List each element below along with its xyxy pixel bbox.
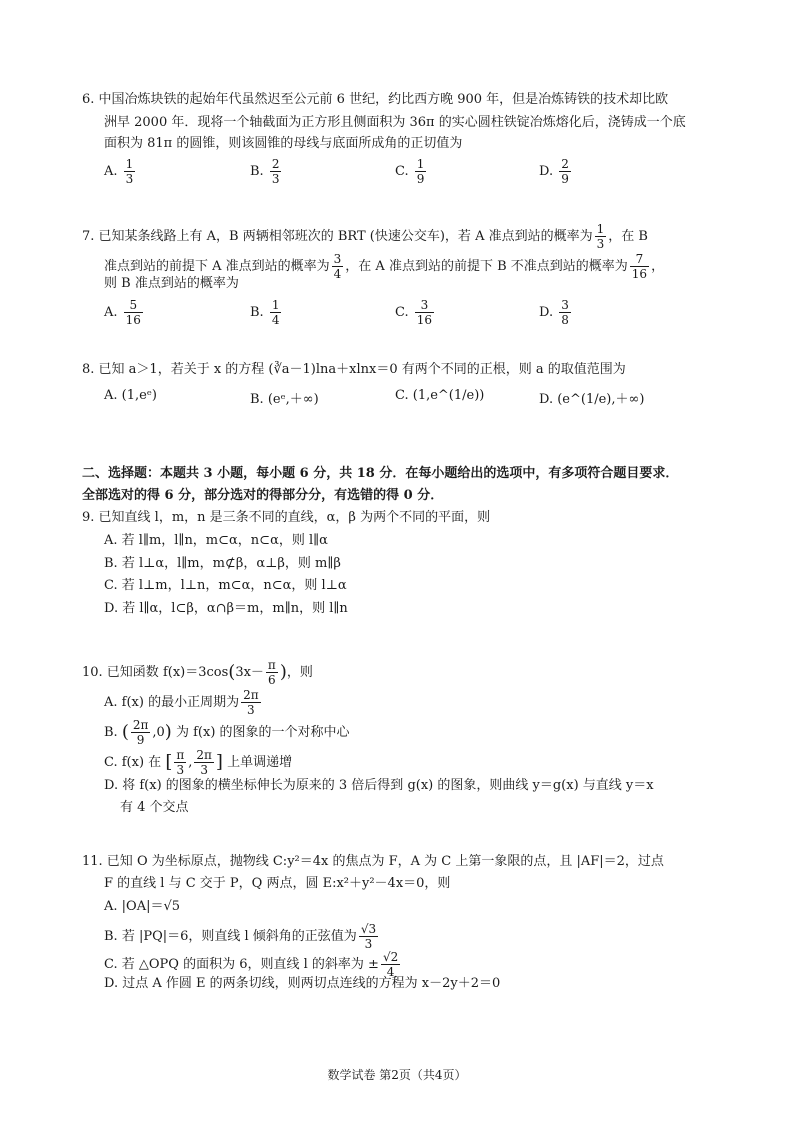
q8-option-b: B. (eᵉ,＋∞) [250,392,319,407]
q9-option-b: B. 若 l⊥α，l∥m，m⊄β，α⊥β，则 m∥β [104,556,341,571]
q8-option-c: C. (1,e^(1/e)) [395,388,485,403]
q6-option-c: C. $\frac{1}{9}$ [395,157,425,186]
q7-option-c: C. $\frac{3}{16}$ [395,298,433,327]
page-footer: 数学试卷 第2页（共4页） [327,1068,467,1082]
q9-option-a: A. 若 l∥m，l∥n，m⊂α，n⊂α，则 l∥α [104,533,328,548]
q7-option-b: B. $\frac{1}{4}$ [250,298,280,327]
q10-option-a: A. f(x) 的最小正周期为 $\frac{2\pi}{3}$ [104,688,259,717]
section-2-line2: 全部选对的得 6 分，部分选对的得部分分，有选错的得 0 分． [82,488,444,503]
q7-option-d: D. $\frac{3}{8}$ [539,298,569,327]
q10-option-b: B. ( $\frac{2\pi}{9}$ ,0) 为 f(x) 的图象的一个对称中心 [104,718,350,747]
q11-stem-line2: F 的直线 l 与 C 交于 P，Q 两点，圆 E:x²＋y²－4x＝0，则 [104,876,451,891]
q11-option-a: A. |OA|＝√5 [104,899,181,914]
q10-option-d-line1: D. 将 f(x) 的图象的横坐标伸长为原来的 3 倍后得到 g(x) 的图象，则曲线 y＝g(x) 与直线 y＝x [104,778,654,793]
q9-option-d: D. 若 l∥α，l⊂β，α∩β＝m，m∥n，则 l∥n [104,601,348,616]
q6-stem-line3: 面积为 81π 的圆锥，则该圆锥的母线与底面所成角的正切值为 [104,136,463,151]
q8-option-a: A. (1,eᵉ) [104,388,157,403]
q11-option-c: C. 若 △OPQ 的面积为 6，则直线 l 的斜率为 ± $\frac{√2}{4}$ [104,950,399,979]
q7-stem-line2: 准点到站的前提下 A 准点到站的概率为 $\frac{3}{4}$ ，在 A 准点到站的前提下 B 不准点到站的概率为 $\frac{7}{16}$ ， [104,252,665,281]
q11-stem-line1: 11. 已知 O 为坐标原点，抛物线 C:y²＝4x 的焦点为 F，A 为 C 上第一象限的点，且 |AF|＝2，过点 [82,854,664,869]
q7-stem-line3: 则 B 准点到站的概率为 [104,276,239,291]
section-2-line1: 二、选择题：本题共 3 小题，每小题 6 分，共 18 分．在每小题给出的选项中，有多项符合题目要求． [82,466,679,481]
q7-stem-line1: 7. 已知某条线路上有 A，B 两辆相邻班次的 BRT (快速公交车)，若 A 准点到站的概率为 $\frac{1}{3}$ ，在 B [82,222,648,251]
q6-option-a: A. $\frac{1}{3}$ [104,157,134,186]
q10-option-d-line2: 有 4 个交点 [120,800,189,815]
q7-option-a: A. $\frac{5}{16}$ [104,298,141,327]
q9-stem: 9. 已知直线 l，m，n 是三条不同的直线，α，β 为两个不同的平面，则 [82,510,491,525]
q10-stem: 10. 已知函数 f(x)＝3cos(3x－ $\frac{\pi}{6}$ )，则 [82,658,313,687]
q11-option-b: B. 若 |PQ|＝6，则直线 l 倾斜角的正弦值为 $\frac{√3}{3}$ [104,922,377,951]
q11-option-d: D. 过点 A 作圆 E 的两条切线，则两切点连线的方程为 x－2y＋2＝0 [104,976,501,991]
q6-stem-line1: 6. 中国冶炼块铁的起始年代虽然迟至公元前 6 世纪，约比西方晚 900 年，但是冶炼铸铁的技术却比欧 [82,92,669,107]
q6-option-d: D. $\frac{2}{9}$ [539,157,569,186]
q6-option-b: B. $\frac{2}{3}$ [250,157,280,186]
q9-option-c: C. 若 l⊥m，l⊥n，m⊂α，n⊂α，则 l⊥α [104,578,347,593]
q10-option-c: C. f(x) 在 [ $\frac{\pi}{3}$ , $\frac{2\pi}{3}$ ] 上单调递增 [104,748,293,777]
q6-stem-line2: 洲早 2000 年．现将一个轴截面为正方形且侧面积为 36π 的实心圆柱铁锭冶炼熔化后，浇铸成一个底 [104,115,686,130]
q8-stem: 8. 已知 a＞1，若关于 x 的方程 (∛a－1)lna＋xlnx＝0 有两个不同的正根，则 a 的取值范围为 [82,362,626,377]
q8-option-d: D. (e^(1/e),＋∞) [539,392,645,407]
